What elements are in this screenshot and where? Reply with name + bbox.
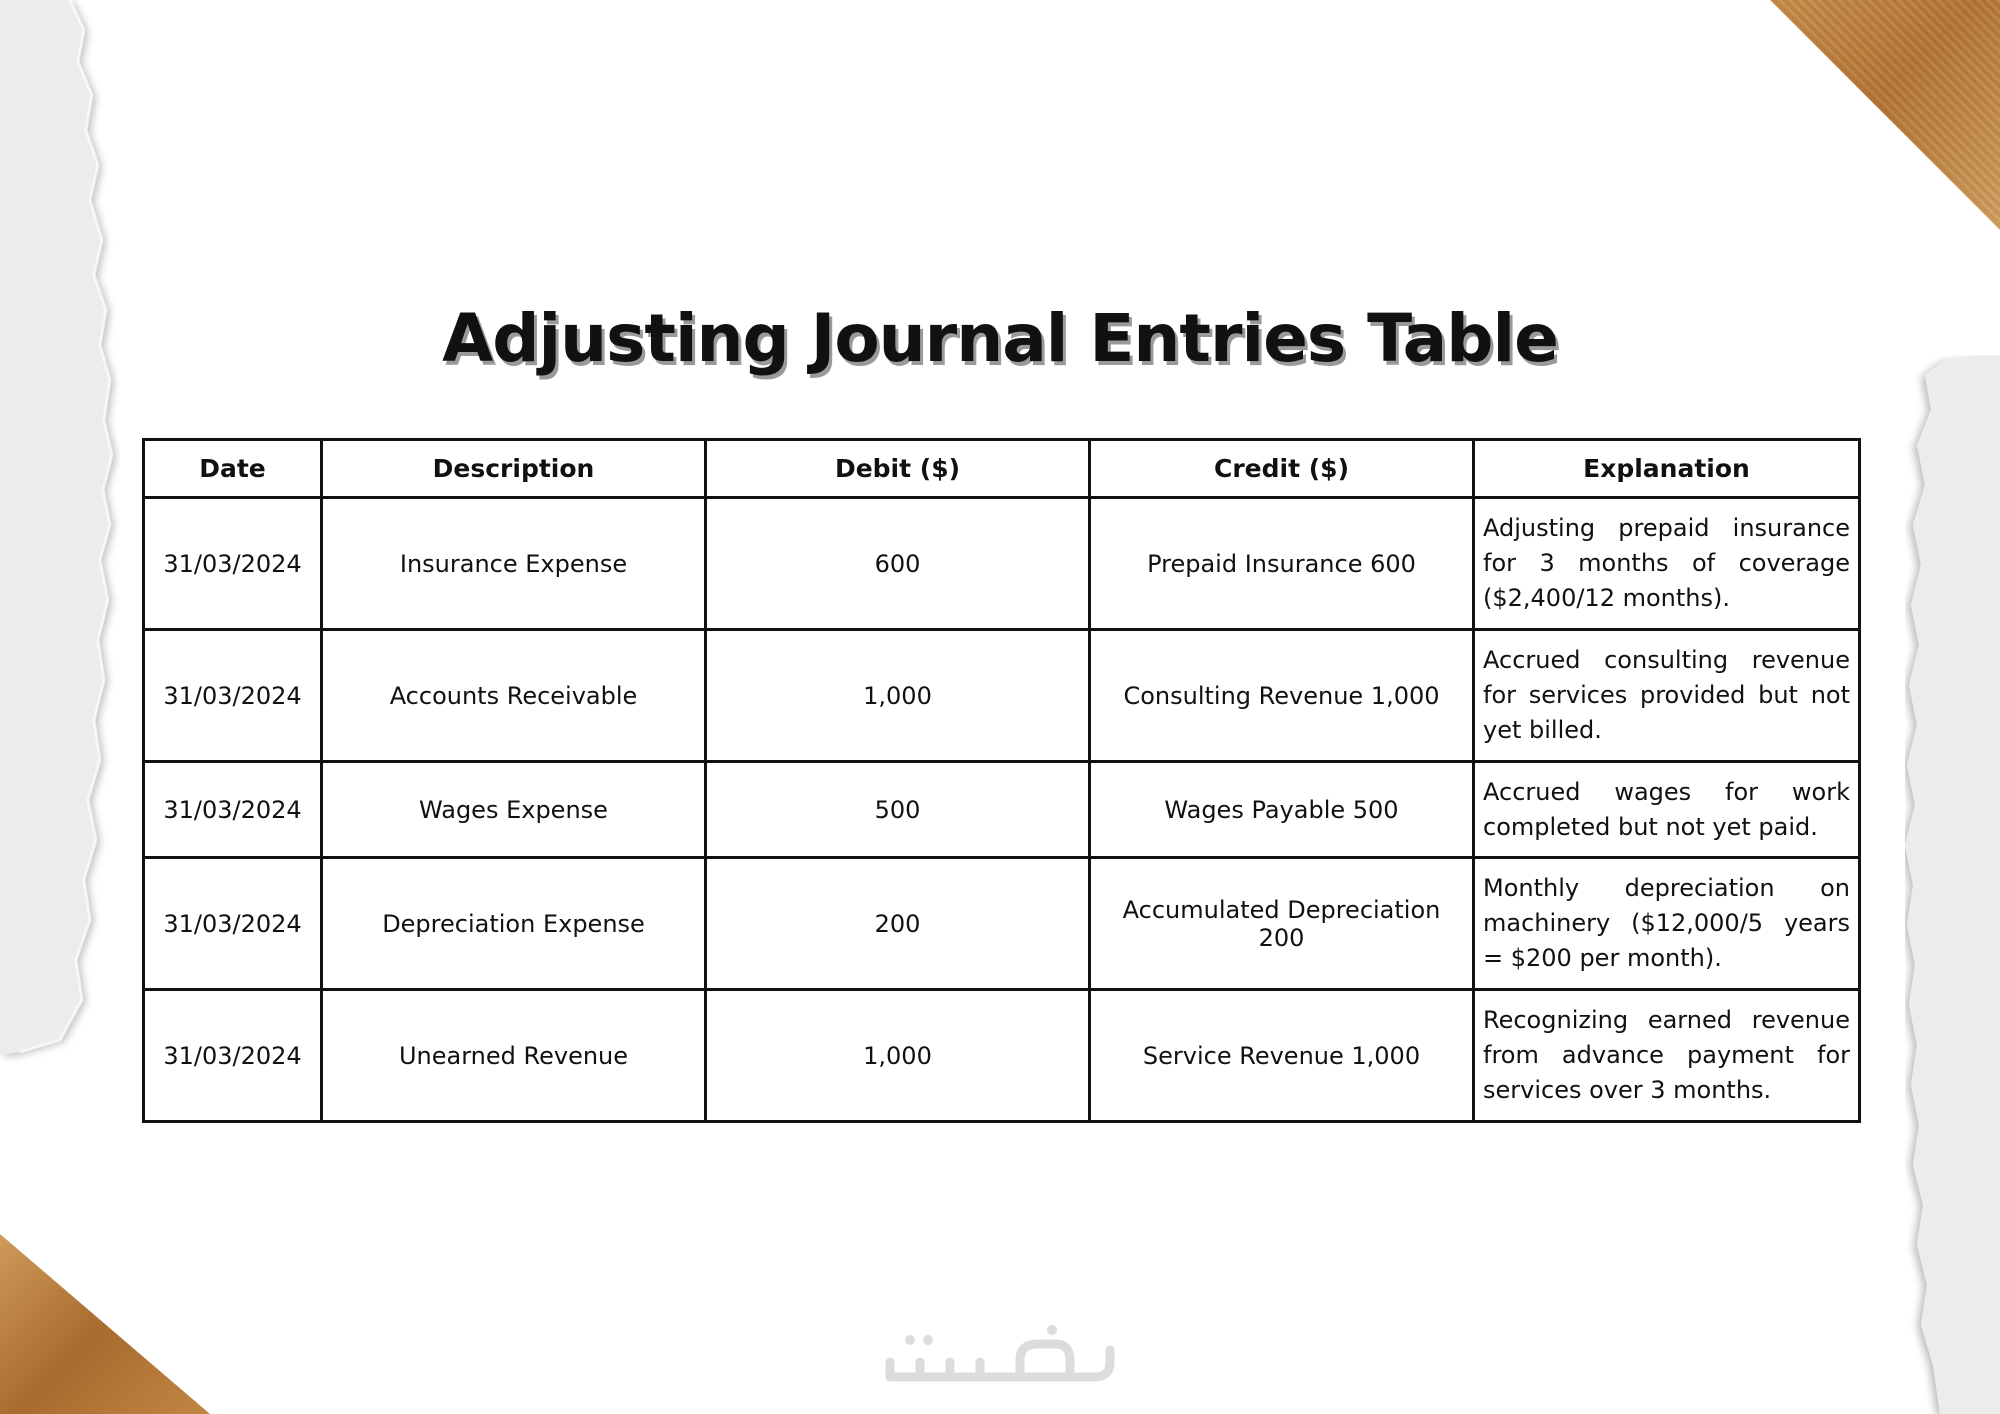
table-row xyxy=(144,858,1860,990)
cell-description: Insurance Expense xyxy=(322,498,706,630)
torn-paper-right xyxy=(1905,355,2000,1414)
cell-credit: Consulting Revenue 1,000 xyxy=(1090,630,1474,762)
column-header-explanation: Explanation xyxy=(1474,440,1860,498)
table-header-row xyxy=(144,440,1860,498)
journal-entries-table xyxy=(142,438,1861,1123)
torn-paper-left xyxy=(0,0,120,1070)
cell-explanation: Monthly depreciation on machinery ($12,000/5 years = $200 per month). xyxy=(1474,858,1860,990)
kraft-paper-corner-top-right xyxy=(1770,0,2000,230)
column-header-debit: Debit ($) xyxy=(706,440,1090,498)
cell-description: Depreciation Expense xyxy=(322,858,706,990)
table-row xyxy=(144,762,1860,858)
cell-debit: 200 xyxy=(706,858,1090,990)
column-header-description: Description xyxy=(322,440,706,498)
khamsat-logo-icon xyxy=(880,1322,1120,1392)
cell-credit: Prepaid Insurance 600 xyxy=(1090,498,1474,630)
column-header-credit: Credit ($) xyxy=(1090,440,1474,498)
cell-explanation: Accrued consulting revenue for services provided but not yet billed. xyxy=(1474,630,1860,762)
cell-debit: 1,000 xyxy=(706,630,1090,762)
cell-credit: Accumulated Depreciation 200 xyxy=(1090,858,1474,990)
cell-credit: Service Revenue 1,000 xyxy=(1090,990,1474,1122)
kraft-paper-corner-bottom-left xyxy=(0,1234,210,1414)
cell-date: 31/03/2024 xyxy=(144,498,322,630)
column-header-date: Date xyxy=(144,440,322,498)
cell-explanation: Adjusting prepaid insurance for 3 months of coverage ($2,400/12 months). xyxy=(1474,498,1860,630)
cell-explanation: Accrued wages for work completed but not yet paid. xyxy=(1474,762,1860,858)
cell-credit: Wages Payable 500 xyxy=(1090,762,1474,858)
table-row xyxy=(144,990,1860,1122)
cell-description: Unearned Revenue xyxy=(322,990,706,1122)
cell-date: 31/03/2024 xyxy=(144,990,322,1122)
table-row xyxy=(144,630,1860,762)
cell-explanation: Recognizing earned revenue from advance payment for services over 3 months. xyxy=(1474,990,1860,1122)
cell-description: Wages Expense xyxy=(322,762,706,858)
cell-debit: 500 xyxy=(706,762,1090,858)
cell-date: 31/03/2024 xyxy=(144,630,322,762)
cell-debit: 1,000 xyxy=(706,990,1090,1122)
cell-date: 31/03/2024 xyxy=(144,858,322,990)
table-row xyxy=(144,498,1860,630)
page-title: Adjusting Journal Entries Table xyxy=(442,300,1558,377)
cell-debit: 600 xyxy=(706,498,1090,630)
cell-date: 31/03/2024 xyxy=(144,762,322,858)
cell-description: Accounts Receivable xyxy=(322,630,706,762)
